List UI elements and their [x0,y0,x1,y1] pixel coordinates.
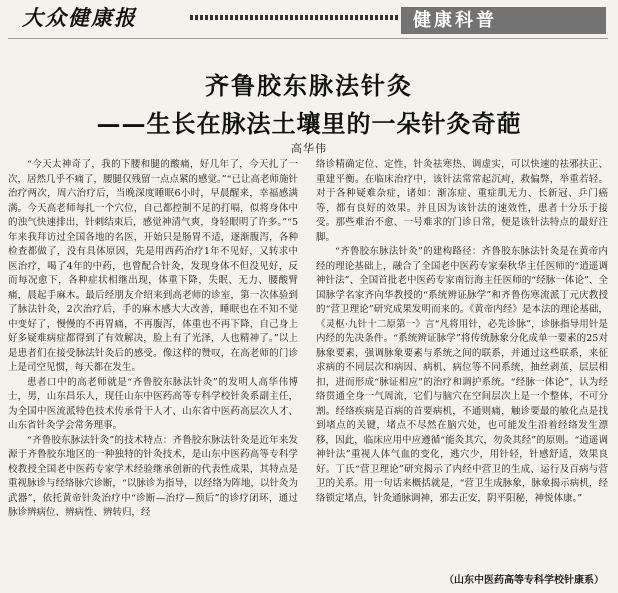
paragraph: “齐鲁胶东脉法针灸”的建构路径：齐鲁胶东脉法针灸是在黄帝内经的理论基础上，融合了全国老中医药专家秦秋华主任医师的“逍遥调神针法”、全国首批老中医药专家南衍海主任医师的“经脉一体论”、全国脉学名家齐向华教授的“系统辨证脉学”和齐鲁伤寒流派丁元庆教授的“营卫理论”研究成果发明而来的。《黄帝内经》是本法的理论基础，《灵枢·九针十二原第一》言“凡将用针，必先诊脉”，诊脉指导用针是内经的先决条件。“系统辨证脉学”将传统脉象分化成单一要素的25对脉象要素，强调脉象要素与系统之间的联系，并通过这些联系，来征求病的不同层次和病因、病机、病位等不同系统，抽丝剥茧，层层相扣，进而形成“脉证相应”的治疗和调护系统。“经脉一体论”，认为经络贯通全身一气周流，它们与脑穴在空间层次上是一个整体，不可分割。经络疾病是百病的首要病机，不通则痛，触诊要最的敏化点是找到堵点的关键，堵点不尽然在脑穴处，也可能发生沿着经络发生漂移，因此，临床应用中应遵循“能灸其穴，勿灸其经”的原则。“逍遥调神针法”重视人体气血的变化，逃穴少，用针轻，针感舒适，效果良好。丁氏“营卫理论”研究揭示了内经中营卫的生成、运行及百病与营卫的关系。用一句话来概括就是，“营卫生成脉象，脉象揭示病机，经络锁定堵点，针灸通脉调神，邪去正安，阴平阳秘，神悦体康。” [316,246,608,504]
paragraph: 络诊精确定位、定性，针灸祛寒热、调虚实，可以快速的祛邪扶正、重建平衡。在临床治疗中，该针法常常起沉疴，救偏弊，举重若轻。对于各种疑难杂症，诸如：渐冻症、重症肌无力、长新冠、乒门癌等，都有良好的效果。并且因为该针法的速效性，患者十分乐于接受。那些难治不愈、一号难求的门诊日常，便是该针法特点的最好注脚。 [316,159,608,243]
paragraph: “齐鲁胶东脉法针灸”的技术特点：齐鲁胶东脉法针灸是近年来发源于齐鲁胶东地区的一种独特的针灸技术，是山东中医药高等专科学校教授全国老中医药专家学术经验继承创新的代表性成果，其特点是重视脉诊与经络脉穴诊断，“以脉诊为指导，以经络为阵地，以针灸为武器”，依托黄帝针灸治疗中“诊断—治疗—预后”的诊疗闭环，通过脉诊辨病位、辨病性、辨转归，经 [8,434,298,518]
decorative-rule [190,15,400,20]
paragraph: 患者口中的高老师就是“齐鲁胶东脉法针灸”的发明人高华伟博士，男，山东昌乐人，现任山东中医药高等专科学校针灸系副主任，为全国中医流派特色技术传承骨干人才、山东省中医药高层次人才、山东省针灸学会常务理事。 [8,376,298,431]
section-banner: 健康科普 [401,7,606,34]
article-column-left [8,158,298,578]
article-author: 高华伟 [291,142,327,155]
article-subtitle: ——生长在脉法土壤里的一朵针灸奇葩 [96,109,522,138]
newspaper-name: 大众健康报 [22,5,137,30]
article-column-right [316,158,608,578]
masthead [0,0,618,36]
article-source: （山东中医药高等专科学校针康系） [444,575,604,586]
divider [8,38,608,39]
article-title: 齐鲁胶东脉法针灸 [205,71,413,100]
paragraph: “今天太神奇了，我的下腰和腿的酸痛，好几年了，今天扎了一次，居然几乎不痛了，腰腿仅残留一点点紧的感觉。”“已让高老师施针治疗两次，周六治疗后，当晚深度睡眠6小时，早晨醒来，幸福感满满。今天高老师每扎一个穴位，自己都控制不足的打嗝，似将身体中的浊气快速排出，针刺结束后，感觉神清气爽，身轻眼明了许多。”“5年来我拜访过全国各地的名医，开始只是肠胃不适，逐渐腹泻，各种检查都做了，没有具体原因，先是用西药治疗1年不见好，又转求中医治疗，喝了4年的中药，也曾配合针灸，发现身体不但没见好，反而每况愈下，各种症状相继出现，体重下降，失眠、无力、腰酸臂痛，晨起手麻木。最后经朋友介绍来到高老师的诊室，第一次体验到了脉法针灸，2次治疗后，手的麻木感大大改善，睡眠也在不知不觉中变好了，慢慢的不再胃痛，不再腹泻，体重也不再下降，自己身上好多疑难病症都得到了有效解决，脸上有了光泽，人也精神了。”以上是患者们在接受脉法针灸后的感受。像这样的赞叹，在高老师的门诊上是司空见惯，每天都在发生。 [8,159,298,373]
